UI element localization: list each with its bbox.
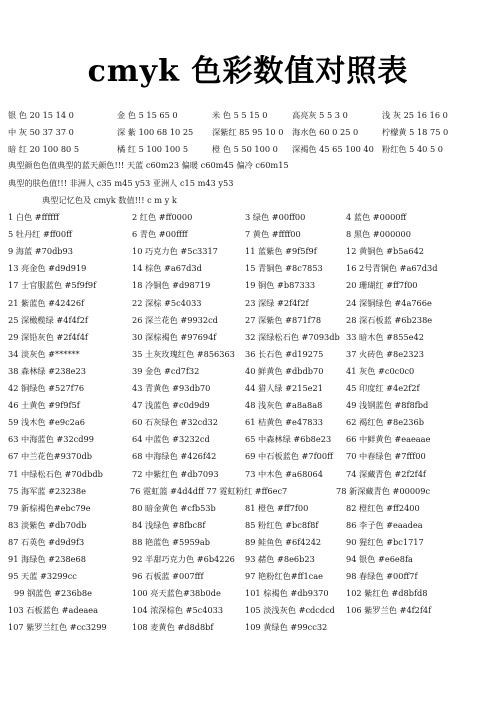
color-entry: 69 中石板蓝色 #7f00ff [245,451,333,462]
color-entry: 24 深铜绿色 #4a766e [346,297,432,308]
color-entry: 7 黄色 #ffff00 [245,229,301,240]
color-entry: 92 半甜巧克力色 #6b4226 [132,554,235,564]
color-entry: 65 中森林绿 #6b8e23 [245,434,332,445]
color-entry: 44 猎人绿 #215e21 [245,383,323,393]
color-entry: 74 深藏青色 #2f2f4f [346,468,426,479]
color-entry: 36 长石色 #d19275 [245,348,324,359]
cmyk-entry: 米 色 5 5 15 0 [212,110,268,120]
color-entry: 80 暗金黄色 #cfb53b [132,502,216,513]
color-entry: 94 银色 #e6e8fa [346,554,413,564]
color-entry: 12 黄铜色 #b5a642 [346,246,425,257]
color-entry: 27 深紫色 #871f78 [245,314,322,325]
color-entry: 40 鲜黄色 #dbdb70 [245,365,324,376]
color-entry: 61 桔黄色 #e47833 [245,417,323,428]
color-entry: 96 石板蓝 #007fff [132,571,204,582]
color-entry: 104 浓深棕色 #5c4033 [132,605,224,616]
note-line: 典型的肤色值!!! 非洲人 c35 m45 y53 亚洲人 c15 m43 y53 [8,178,234,188]
color-entry: 81 橙色 #ff7f00 [245,502,309,513]
color-entry: 41 灰色 #c0c0c0 [346,365,415,376]
color-entry: 91 海绿色 #238e68 [8,554,86,564]
color-entry: 18 冷铜色 #d98719 [132,280,211,291]
cmyk-entry: 银 色 20 15 14 0 [8,110,74,120]
page-title: cmyk 色彩数值对照表 [87,54,409,89]
color-entry: 11 蓝紫色 #9f5f9f [245,246,317,257]
color-entry: 64 中蓝色 #3232cd [132,434,210,445]
cmyk-entry: 金 色 5 15 65 0 [117,110,178,120]
color-entry: 47 浅蓝色 #c0d9d9 [132,400,210,411]
color-entry: 32 深绿松石色 #7093db [245,331,340,342]
cmyk-entry: 橙 色 5 50 100 0 [212,144,278,154]
color-entry: 82 橙红色 #ff2400 [346,502,420,513]
cmyk-entry: 深褐色 45 65 100 40 [292,144,374,154]
color-entry: 26 深兰花色 #9932cd [132,314,218,325]
color-entry: 33 暗木色 #855e42 [346,331,424,342]
color-entry: 70 中春绿色 #7fff00 [346,451,426,462]
color-entry: 89 鲑鱼色 #6f4242 [245,536,322,547]
color-entry: 102 紫红色 #d8bfd8 [346,588,428,599]
cmyk-entry: 暗 红 20 100 80 5 [8,144,80,154]
color-entry: 88 艳蓝色 #5959ab [132,536,211,547]
color-entry: 6 青色 #00ffff [132,229,188,240]
color-entry: 20 珊瑚红 #ff7f00 [346,280,418,291]
color-entry: 38 森林绿 #238e23 [8,365,86,376]
color-entry: 78 新深藏青色 #00009c [336,485,431,496]
color-entry: 42 铜绿色 #527f76 [8,383,85,393]
cmyk-entry: 深紫红 85 95 10 0 [212,127,284,137]
color-entry: 19 铜色 #b87333 [245,280,316,291]
color-entry: 15 青铜色 #8c7853 [245,263,323,274]
color-entry: 4 蓝色 #0000ff [346,212,407,222]
color-entry: 109 黄绿色 #99cc32 [245,622,328,633]
color-entry: 3 绿色 #00ff00 [245,212,306,222]
color-entry: 107 紫罗兰红色 #cc3299 [8,622,107,633]
color-entry: 21 紫蓝色 #42426f [8,297,85,308]
color-entry: 95 天蓝 #3299cc [8,571,77,582]
color-entry: 17 士官服蓝色 #5f9f9f [8,280,97,291]
color-entry: 62 褐红色 #8e236b [346,417,424,428]
color-entry: 8 黑色 #000000 [346,229,411,240]
color-entry: 34 淡灰色 #****** [8,348,80,359]
cmyk-entry: 深 紫 100 68 10 25 [117,127,194,137]
note-line: 典型记忆色及 cmyk 数值!!! c m y k [42,195,177,205]
color-entry: 97 艳粉红色#ff1cae [245,571,323,582]
color-entry: 83 淡紫色 #db70db [8,519,87,530]
color-entry: 16 2号青铜色 #a67d3d [346,263,438,274]
color-entry: 60 石灰绿色 #32cd32 [132,417,218,428]
color-entry: 101 棕褐色 #db9370 [245,588,329,599]
color-entry: 90 猩红色 #bc1717 [346,536,424,547]
cmyk-entry: 粉红色 5 40 5 0 [382,144,444,154]
color-entry: 49 浅钢蓝色 #8f8fbd [346,400,429,411]
color-entry: 72 中紫红色 #db7093 [132,468,219,479]
color-entry: 66 中鲜黄色 #eaeaae [346,434,431,445]
color-entry: 13 亮金色 #d9d919 [8,263,87,274]
color-entry: 105 淡浅灰色 #cdcdcd [245,605,335,616]
color-entry: 48 浅灰色 #a8a8a8 [245,400,323,411]
color-entry: 59 浅木色 #e9c2a6 [8,417,85,428]
color-entry: 93 赭色 #8e6b23 [245,554,315,564]
color-entry: 75 海军蓝 #23238e [8,485,86,496]
color-entry: 79 新棕褐色#ebc79e [8,502,91,513]
color-entry: 67 中兰花色#9370db [8,451,92,462]
color-entry: 71 中绿松石色 #70dbdb [8,468,103,479]
color-entry: 99 钢蓝色 #236b8e [14,588,92,599]
color-entry: 35 土灰玫瑰红色 #856363 [132,348,235,359]
color-entry: 10 巧克力色 #5c3317 [132,246,218,257]
cmyk-entry: 浅 灰 25 16 16 0 [382,110,448,120]
color-entry: 87 石英色 #d9d9f3 [8,536,85,547]
color-entry: 100 亮天蓝色#38b0de [132,588,221,599]
color-entry: 9 海蓝 #70db93 [8,246,73,257]
color-entry: 43 青黄色 #93db70 [132,383,211,393]
color-entry: 37 火砖色 #8e2323 [346,348,424,359]
color-entry: 46 土黄色 #9f9f5f [8,400,80,411]
color-entry: 30 深棕褐色 #97694f [132,331,217,342]
color-entry: 86 李子色 #eaadea [346,519,423,530]
cmyk-entry: 高亮灰 5 5 3 0 [292,110,348,120]
color-entry: 63 中海蓝色 #32cd99 [8,434,94,445]
color-entry: 5 牡丹红 #ff00ff [8,229,72,240]
color-entry: 14 棕色 #a67d3d [132,263,202,274]
color-entry: 108 麦黄色 #d8d8bf [132,622,214,633]
color-entry: 84 浅绿色 #8fbc8f [132,519,206,530]
color-entry: 39 金色 #cd7f32 [132,365,200,376]
cmyk-entry: 海水色 60 0 25 0 [292,127,359,137]
color-entry: 103 石板蓝色 #adeaea [8,605,99,616]
cmyk-entry: 柠檬黄 5 18 75 0 [382,127,449,137]
cmyk-entry: 橘 红 5 100 100 5 [117,144,189,154]
cmyk-entry: 中 灰 50 37 37 0 [8,127,74,137]
color-entry: 98 春绿色 #00ff7f [346,571,418,582]
color-entry: 106 紫罗兰色 #4f2f4f [346,605,432,616]
color-entry: 28 深石板蓝 #6b238e [346,314,433,325]
color-entry: 85 粉红色 #bc8f8f [245,519,319,530]
color-entry: 73 中木色 #a68064 [245,468,323,479]
color-entry: 29 深铅灰色 #2f4f4f [8,331,88,342]
color-entry: 1 白色 #ffffff [8,212,60,222]
color-entry: 68 中海绿色 #426f42 [132,451,217,462]
color-entry: 76 霓虹篮 #4d4dff 77 霓虹粉红 #ff6ec7 [130,485,288,496]
color-entry: 2 红色 #ff0000 [132,212,193,222]
color-entry: 25 深橄榄绿 #4f4f2f [8,314,88,325]
color-entry: 23 深绿 #2f4f2f [245,297,309,308]
color-entry: 45 印度红 #4e2f2f [346,383,420,393]
color-entry: 22 深棕 #5c4033 [132,297,202,308]
note-line: 典型颜色色值典型的蓝天颜色!!! 天蓝 c60m23 偏暖 c60m45 偏冷 c60m15 [8,160,289,170]
